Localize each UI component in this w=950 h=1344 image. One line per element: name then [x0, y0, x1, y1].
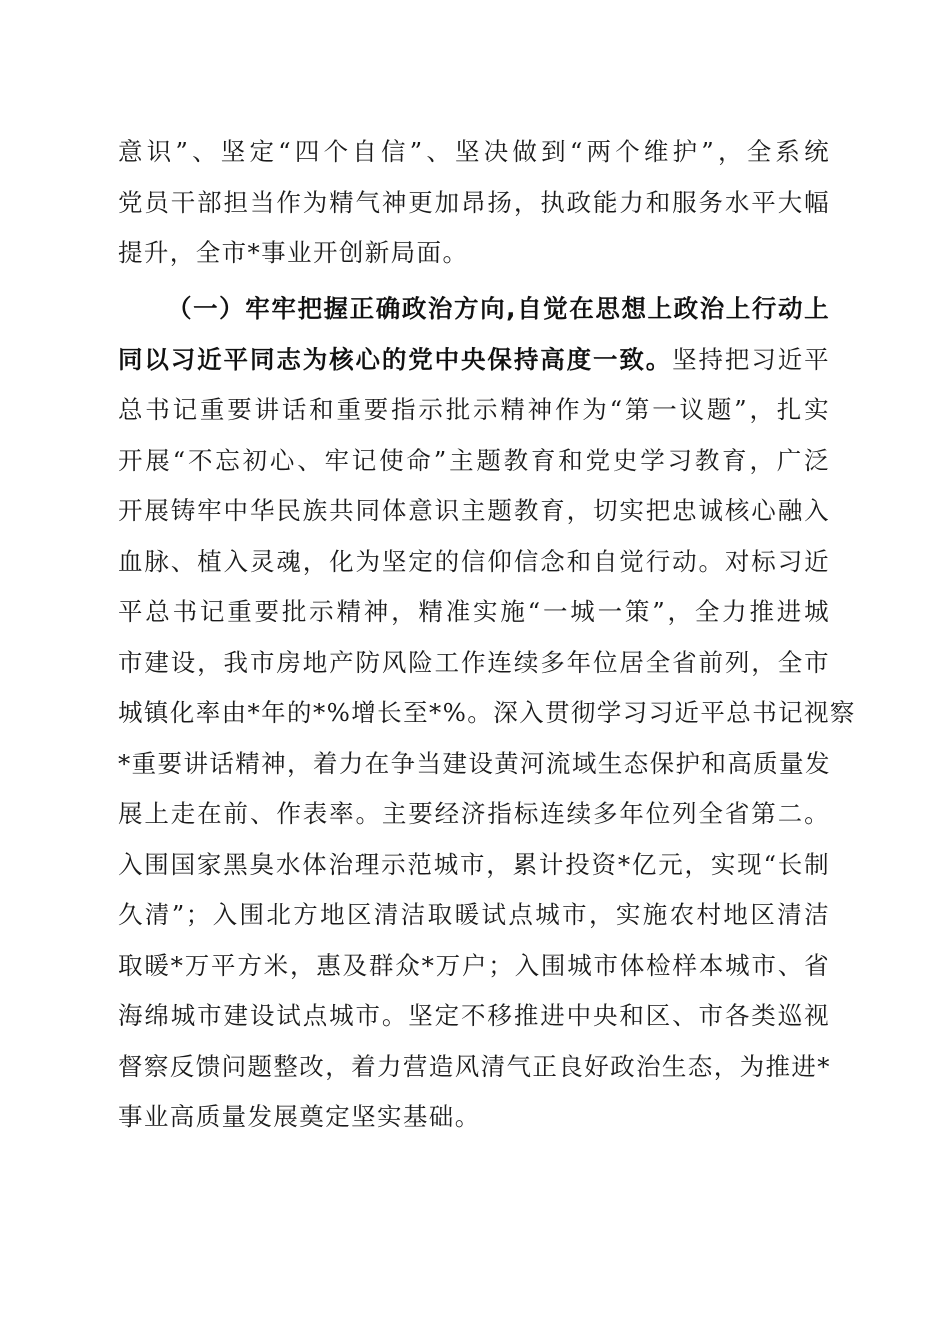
paragraph-2-line: 平总书记重要批示精神，精准实施“一城一策”，全力推进城	[118, 597, 830, 626]
paragraph-1-line: 意识”、坚定“四个自信”、坚决做到“两个维护”，全系统	[118, 137, 830, 166]
paragraph-2-line: 入围国家黑臭水体治理示范城市，累计投资*亿元，实现“长制	[118, 849, 830, 879]
paragraph-2-line: 开展铸牢中华民族共同体意识主题教育，切实把忠诚核心融入	[118, 496, 830, 525]
section-heading-text: （一）牢牢把握正确政治方向,自觉在思想上政治上行动上	[167, 294, 830, 323]
paragraph-2-line: 取暖*万平方米，惠及群众*万户；入围城市体检样本城市、省	[118, 950, 830, 980]
paragraph-2-line: 城镇化率由*年的*%增长至*%。深入贯彻学习习近平总书记视察	[118, 698, 856, 727]
paragraph-1-line: 党员干部担当作为精气神更加昂扬，执政能力和服务水平大幅	[118, 187, 830, 217]
section-heading-line	[118, 284, 830, 335]
paragraph-2-line: 开展“不忘初心、牢记使命”主题教育和党史学习教育，广泛	[118, 445, 830, 475]
paragraph-2-line: 海绵城市建设试点城市。坚定不移推进中央和区、市各类巡视	[118, 1001, 830, 1030]
paragraph-2-text: 坚持把习近平	[672, 344, 830, 374]
section-heading-line	[118, 335, 830, 386]
paragraph-1-line: 提升，全市*事业开创新局面。	[118, 238, 469, 267]
paragraph-2-line: 事业高质量发展奠定坚实基础。	[118, 1102, 481, 1131]
paragraph-2-line: 督察反馈问题整改，着力营造风清气正良好政治生态，为推进*	[118, 1051, 831, 1081]
paragraph-2-line: *重要讲话精神，着力在争当建设黄河流域生态保护和高质量发	[118, 748, 831, 778]
paragraph-2-line: 市建设，我市房地产防风险工作连续多年位居全省前列，全市	[118, 647, 830, 677]
paragraph-1	[118, 127, 830, 279]
paragraph-2-line: 久清”；入围北方地区清洁取暖试点城市，实施农村地区清洁	[118, 900, 830, 929]
section-heading-text: 同以习近平同志为核心的党中央保持高度一致。	[118, 344, 673, 374]
paragraph-2-line: 总书记重要讲话和重要指示批示精神作为“第一议题”，扎实	[118, 395, 830, 424]
paragraph-2-line: 血脉、植入灵魂，化为坚定的信仰信念和自觉行动。对标习近	[118, 546, 830, 576]
paragraph-2-line: 展上走在前、作表率。主要经济指标连续多年位列全省第二。	[118, 799, 830, 828]
paragraph-2	[118, 284, 856, 1143]
